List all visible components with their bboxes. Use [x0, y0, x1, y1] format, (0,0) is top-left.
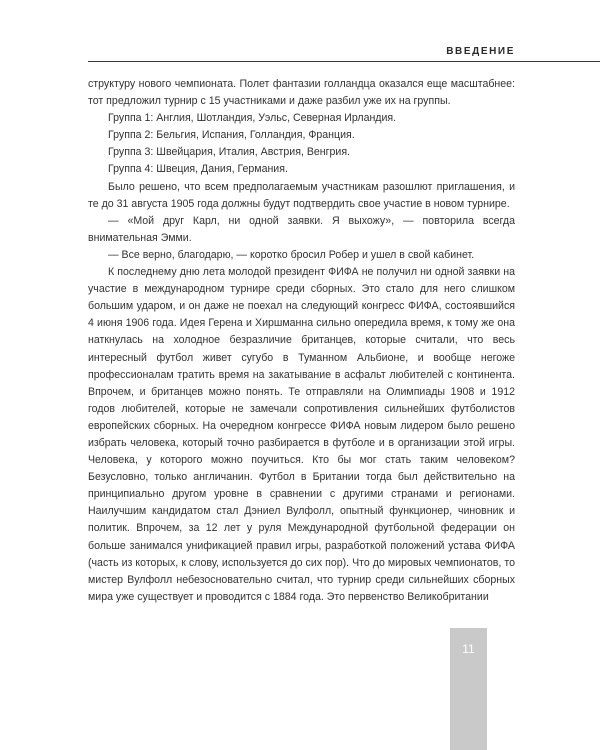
paragraph-dialogue-emmy: — «Мой друг Карл, ни одной заявки. Я выхожу», — повторила всегда внимательная Эмми. — [88, 214, 515, 244]
running-header — [88, 46, 600, 60]
paragraph-group-1: Группа 1: Англия, Шотландия, Уэльс, Северная Ирландия. — [108, 112, 397, 125]
paragraph-history: К последнему дню лета молодой президент ФИФА не получил ни одной заявки на участие в международном турнире среди сборных. Это стало для него слишком большим ударом, и он даже не поехал на следующий конгресс ФИФА, состоявшийся 4 июня 1906 года. Идея Герена и Хиршманна сильно опередила время, к тому же она наткнулась на холодное безразличие британцев, которые считали, что весь интересный футбол живет сугубо в Туманном Альбионе, и вообще негоже профессионалам тратить время на закатывание в асфальт любителей с континента. Впрочем, и британцев можно понять. Те отправляли на Олимпиады 1908 и 1912 годов любителей, которые не замечали сопротивления сильнейших футболистов европейских сборных. На очередном конгрессе ФИФА новым лидером было решено избрать человека, который точно разбирается в футболе и в организации этой игры. Человека, у которого можно поучиться. Кто бы мог стать таким человеком? Безусловно, только англичанин. Футбол в Британии тогда был действительно на принципиально другом уровне в сравнении с другими странами и регионами. Наилучшим кандидатом стал Дэниел Вулфолл, опытный функционер, чиновник и политик. Впрочем, за 12 лет у руля Международной футбольной федерации он больше занимался унификацией правил игры, разработкой положений устава ФИФА (часть из которых, к слову, используется до сих пор). Что до мировых чемпионатов, то мистер Вулфолл небезосновательно считал, что турнир среди сильнейших сборных мира уже существует и проводится с 1884 года. Это первенство Великобритании — [88, 266, 515, 603]
paragraph-dialogue-robert: — Все верно, благодарю, — коротко бросил Робер и ушел в свой кабинет. — [108, 248, 475, 261]
paragraph-group-4: Группа 4: Швеция, Дания, Германия. — [108, 163, 288, 176]
page-number: 11 — [462, 642, 475, 656]
paragraph-group-3: Группа 3: Швейцария, Италия, Австрия, Венгрия. — [108, 146, 350, 159]
page-body — [88, 76, 515, 606]
header-divider — [88, 61, 600, 62]
paragraph-group-2: Группа 2: Бельгия, Испания, Голландия, Франция. — [108, 129, 355, 142]
paragraph-continuation: структуру нового чемпионата. Полет фантазии голландца оказался еще масштабнее: тот предложил турнир с 15 участниками и даже разбил уже их на группы. — [88, 78, 515, 108]
section-title: ВВЕДЕНИЕ — [446, 46, 515, 57]
page-number-tab — [450, 628, 487, 750]
paragraph-invitations: Было решено, что всем предполагаемым участникам разошлют приглашения, и те до 31 августа 1905 года должны будут подтвердить свое участие в новом турнире. — [88, 180, 515, 210]
